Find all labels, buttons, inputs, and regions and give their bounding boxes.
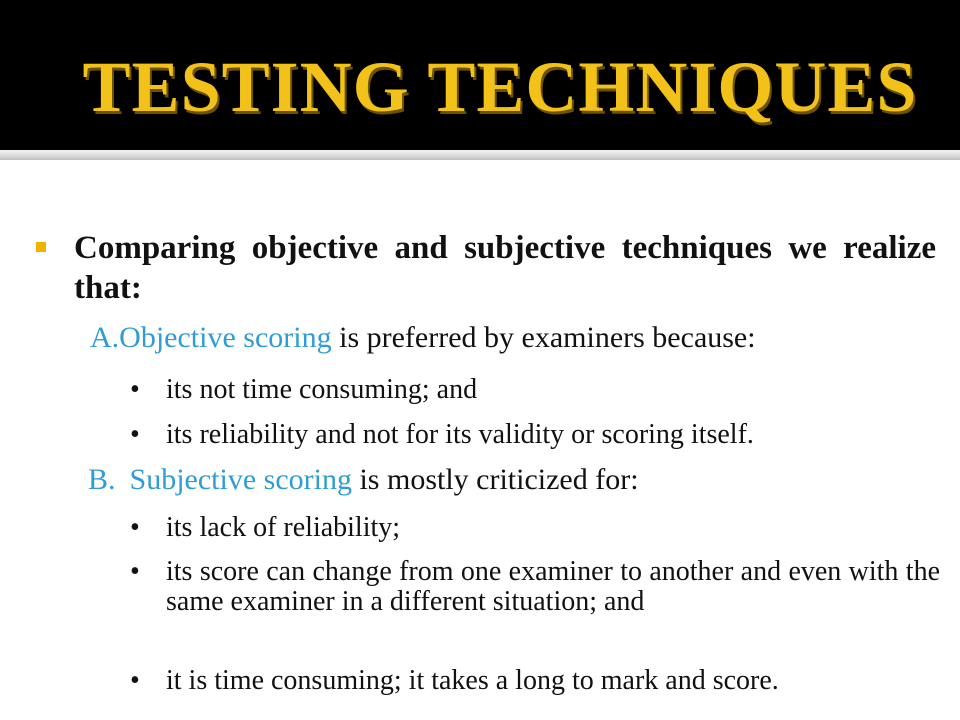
list-item-text: its reliability and not for its validity or scoring itself.	[166, 419, 754, 450]
section-a-text: is preferred by examiners because:	[331, 321, 756, 354]
list-item	[130, 557, 940, 617]
list-item	[130, 419, 940, 450]
section-a-marker: A.	[90, 321, 120, 354]
section-b-text: is mostly criticized for:	[351, 463, 639, 496]
list-item-text: its not time consuming; and	[166, 374, 478, 405]
section-b-highlight: Subjective scoring	[129, 463, 352, 496]
section-b-heading	[88, 462, 639, 498]
list-item-text: its lack of reliability;	[166, 512, 401, 543]
bullet-icon: •	[130, 374, 140, 405]
square-bullet-icon	[36, 242, 46, 252]
section-b-marker: B.	[88, 463, 116, 496]
list-item	[130, 374, 940, 405]
bullet-icon: •	[130, 556, 140, 587]
bullet-icon: •	[130, 512, 140, 543]
list-item	[130, 512, 940, 543]
lead-statement: Comparing objective and subjective techniques we realize that:	[74, 230, 936, 306]
list-item	[130, 665, 940, 696]
section-a-heading	[90, 320, 756, 356]
section-a-highlight: Objective scoring	[119, 321, 332, 354]
bullet-icon: •	[130, 665, 140, 696]
bullet-icon: •	[130, 419, 140, 450]
list-item-text: it is time consuming; it takes a long to mark and score.	[166, 665, 779, 696]
list-item-text: its score can change from one examiner to another and even with the same examiner in a different situation; and	[166, 556, 940, 617]
slide-title: TESTING TECHNIQUES	[82, 47, 918, 127]
